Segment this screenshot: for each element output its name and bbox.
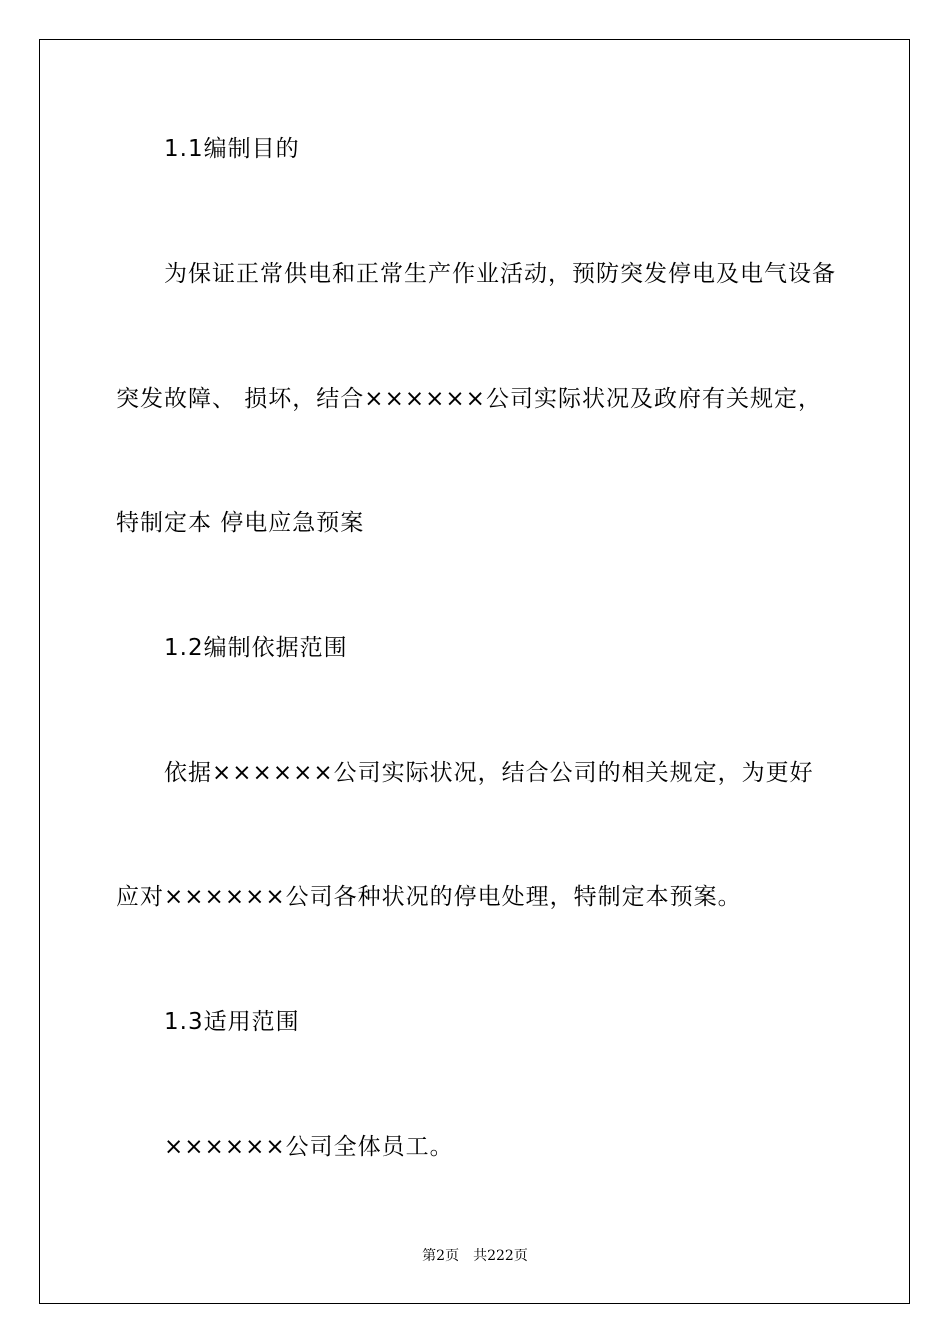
heading-1-2: 1.2编制依据范围 xyxy=(164,635,348,661)
paragraph-line: ××××××公司全体员工。 xyxy=(164,1134,454,1160)
page-number-total: 共222页 xyxy=(473,1248,528,1264)
paragraph-line: 依据××××××公司实际状况，结合公司的相关规定，为更好 xyxy=(164,760,814,786)
paragraph-line: 应对××××××公司各种状况的停电处理，特制定本预案。 xyxy=(116,884,742,910)
paragraph-line: 为保证正常供电和正常生产作业活动，预防突发停电及电气设备 xyxy=(164,261,836,287)
page-footer xyxy=(0,1246,950,1266)
paragraph-line: 特制定本 停电应急预案 xyxy=(116,510,365,536)
heading-1-1: 1.1编制目的 xyxy=(164,136,300,162)
page-border xyxy=(39,39,910,1304)
heading-1-3: 1.3适用范围 xyxy=(164,1009,300,1035)
paragraph-line: 突发故障、 损坏，结合××××××公司实际状况及政府有关规定， xyxy=(116,386,822,412)
page-number-current: 第2页 xyxy=(422,1248,460,1264)
